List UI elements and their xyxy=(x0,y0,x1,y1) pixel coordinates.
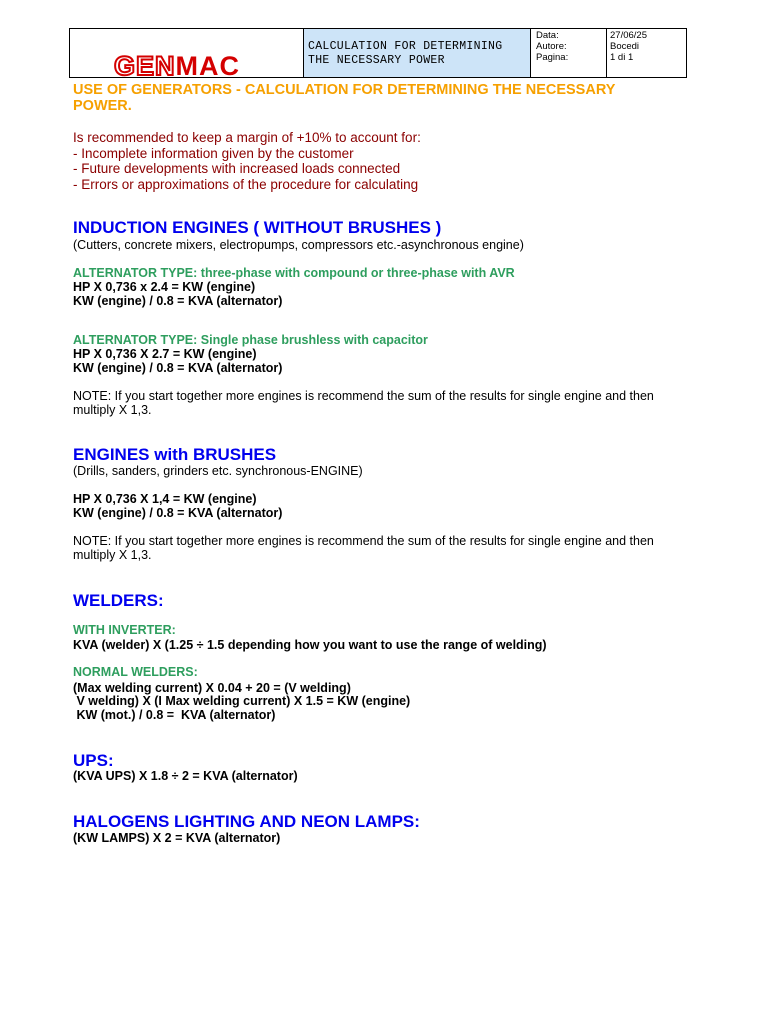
margin-text: Is recommended to keep a margin of +10% to account for: xyxy=(73,130,421,145)
formula: HP X 0,736 X 1,4 = KW (engine) xyxy=(73,492,257,506)
margin-bullet: - Future developments with increased loads connected xyxy=(73,161,401,176)
formula: KW (engine) / 0.8 = KVA (alternator) xyxy=(73,506,283,520)
alternator-type-label: ALTERNATOR TYPE: three-phase with compound or three-phase with AVR xyxy=(73,266,515,280)
formula: KW (mot.) / 0.8 = KVA (alternator) xyxy=(73,708,276,722)
page-value: 1 di 1 xyxy=(610,52,634,63)
margin-bullet: - Errors or approximations of the procedure for calculating xyxy=(73,177,419,192)
ups-heading: UPS: xyxy=(73,751,114,770)
note-line2: multiply X 1,3. xyxy=(73,403,152,417)
note-line2: multiply X 1,3. xyxy=(73,548,152,562)
formula: HP X 0,736 x 2.4 = KW (engine) xyxy=(73,280,256,294)
formula: KVA (welder) X (1.25 ÷ 1.5 depending how you want to use the range of welding) xyxy=(73,638,547,652)
formula: KW (engine) / 0.8 = KVA (alternator) xyxy=(73,294,283,308)
formula: KW (engine) / 0.8 = KVA (alternator) xyxy=(73,361,283,375)
main-title-line2: POWER. xyxy=(73,98,132,114)
formula: HP X 0,736 X 2.7 = KW (engine) xyxy=(73,347,257,361)
normal-welders-label: NORMAL WELDERS: xyxy=(73,665,198,679)
author-value: Bocedi xyxy=(610,41,640,52)
meta-values xyxy=(607,29,686,77)
genmac-logo xyxy=(114,53,240,79)
margin-bullet: - Incomplete information given by the customer xyxy=(73,146,354,161)
logo-gen: GEN xyxy=(114,51,176,81)
inverter-label: WITH INVERTER: xyxy=(73,623,176,637)
formula: V welding) X (I Max welding current) X 1.5 = KW (engine) xyxy=(73,694,411,708)
page-label: Pagina: xyxy=(536,52,569,63)
document-title-line2: THE NECESSARY POWER xyxy=(308,54,445,67)
welders-heading: WELDERS: xyxy=(73,591,164,610)
logo-cell xyxy=(70,29,304,81)
brushes-heading: ENGINES with BRUSHES xyxy=(73,445,277,464)
induction-heading: INDUCTION ENGINES ( WITHOUT BRUSHES ) xyxy=(73,218,442,237)
document-header xyxy=(69,28,687,81)
induction-subtitle: (Cutters, concrete mixers, electropumps, compressors etc.-asynchronous engine) xyxy=(73,238,524,252)
document-title-cell xyxy=(304,29,531,77)
author-label: Autore: xyxy=(536,41,567,52)
logo-mac: MAC xyxy=(175,51,241,81)
formula: (Max welding current) X 0.04 + 20 = (V welding) xyxy=(73,681,351,695)
alternator-type-label: ALTERNATOR TYPE: Single phase brushless with capacitor xyxy=(73,333,428,347)
main-title-line1: USE OF GENERATORS - CALCULATION FOR DETERMINING THE NECESSARY xyxy=(73,82,616,98)
note-line1: NOTE: If you start together more engines is recommend the sum of the results for single engine and then xyxy=(73,389,654,403)
note-line1: NOTE: If you start together more engines is recommend the sum of the results for single engine and then xyxy=(73,534,654,548)
date-value: 27/06/25 xyxy=(610,30,647,41)
date-label: Data: xyxy=(536,30,559,41)
formula: (KVA UPS) X 1.8 ÷ 2 = KVA (alternator) xyxy=(73,769,298,783)
formula: (KW LAMPS) X 2 = KVA (alternator) xyxy=(73,831,281,845)
brushes-subtitle: (Drills, sanders, grinders etc. synchronous-ENGINE) xyxy=(73,464,363,478)
document-title-line1: CALCULATION FOR DETERMINING xyxy=(308,40,503,53)
lighting-heading: HALOGENS LIGHTING AND NEON LAMPS: xyxy=(73,812,420,831)
meta-labels xyxy=(531,29,607,77)
